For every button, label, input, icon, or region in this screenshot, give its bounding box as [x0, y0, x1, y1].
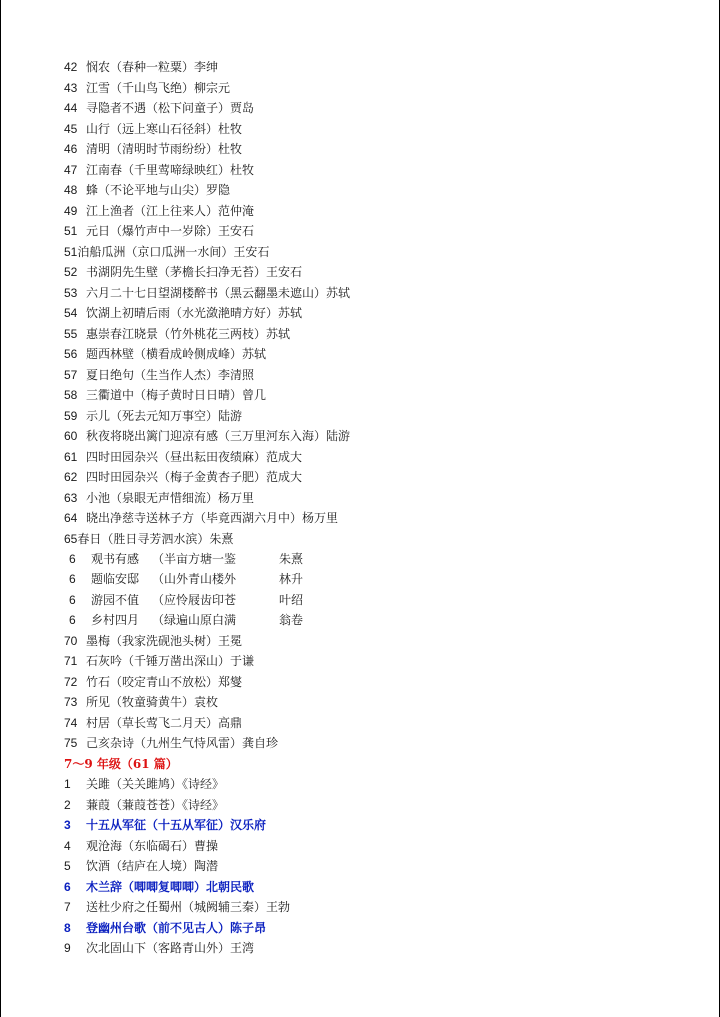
poem-title: 游园不值: [91, 593, 140, 607]
poem-title: 十五从军征（十五从军征）汉乐府: [86, 818, 267, 832]
poem-line-split: [69, 570, 304, 588]
line-number: 3: [64, 818, 71, 832]
poem-title: 饮酒（结庐在人境）陶潜: [86, 859, 219, 873]
poem-line: [64, 939, 254, 957]
line-number: 4: [64, 839, 71, 853]
line-number: 59: [64, 409, 78, 423]
poem-title: 惠崇春江晓景（竹外桃花三两枝）苏轼: [86, 327, 291, 341]
line-number: 5: [64, 859, 71, 873]
poem-title: 清明（清明时节雨纷纷）杜牧: [86, 142, 243, 156]
line-number: 63: [64, 491, 78, 505]
line-number: 73: [64, 695, 78, 709]
poem-title: 所见（牧童骑黄牛）袁枚: [86, 695, 219, 709]
line-number: 6: [69, 572, 76, 586]
poem-title: 悯农（春种一粒粟）李绅: [86, 60, 219, 74]
line-number: 51: [64, 245, 78, 259]
poem-line: [64, 632, 242, 650]
poem-first-line: （绿遍山原白满: [152, 613, 237, 627]
poem-author: 叶绍: [279, 593, 304, 607]
line-number: 6: [69, 593, 76, 607]
poem-title: 四时田园杂兴（梅子金黄杏子肥）范成大: [86, 470, 303, 484]
line-number: 53: [64, 286, 78, 300]
line-number: 55: [64, 327, 78, 341]
poem-first-line: （山外青山楼外: [152, 572, 237, 586]
poem-title: 江雪（千山鸟飞绝）柳宗元: [86, 81, 231, 95]
poem-title: 关雎（关关雎鸠）《诗经》: [86, 777, 225, 791]
poem-line-highlight: [64, 919, 266, 937]
poem-title: 己亥杂诗（九州生气恃风雷）龚自珍: [86, 736, 279, 750]
poem-title: 春日（胜日寻芳泗水滨）朱熹: [77, 532, 234, 546]
poem-title: 山行（远上寒山石径斜）杜牧: [86, 122, 243, 136]
poem-line-split: [69, 550, 304, 568]
poem-first-line: （应怜屐齿印苍: [152, 593, 237, 607]
poem-line: [64, 898, 290, 916]
poem-line: [64, 734, 278, 752]
line-number: 42: [64, 60, 78, 74]
poem-title: 石灰吟（千锤万凿出深山）于谦: [86, 654, 255, 668]
poem-title: 墨梅（我家洗砚池头树）王冕: [86, 634, 243, 648]
line-number: 8: [64, 921, 71, 935]
line-number: 70: [64, 634, 78, 648]
poem-line: [64, 468, 302, 486]
line-number: 2: [64, 798, 71, 812]
poem-line-highlight: [64, 878, 254, 896]
line-number: 49: [64, 204, 78, 218]
poem-title: 观书有感: [91, 552, 140, 566]
line-number: 46: [64, 142, 78, 156]
line-number: 71: [64, 654, 78, 668]
line-number: 6: [64, 880, 71, 894]
poem-line: [64, 263, 302, 281]
line-number: 64: [64, 511, 78, 525]
poem-title: 晓出净慈寺送林子方（毕竟西湖六月中）杨万里: [86, 511, 339, 525]
poem-title: 小池（泉眼无声惜细流）杨万里: [86, 491, 255, 505]
line-number: 74: [64, 716, 78, 730]
poem-title: 夏日绝句（生当作人杰）李清照: [86, 368, 255, 382]
poem-title: 题西林壁（横看成岭侧成峰）苏轼: [86, 347, 267, 361]
poem-author: 林升: [279, 572, 304, 586]
line-number: 7: [64, 900, 71, 914]
poem-line-split: [69, 611, 304, 629]
line-number: 58: [64, 388, 78, 402]
poem-title: 次北固山下（客路青山外）王湾: [86, 941, 255, 955]
line-number: 56: [64, 347, 78, 361]
poem-line: [64, 345, 266, 363]
poem-author: 朱熹: [279, 552, 304, 566]
poem-title: 六月二十七日望湖楼醉书（黑云翻墨未遮山）苏轼: [86, 286, 351, 300]
line-number: 72: [64, 675, 78, 689]
poem-title: 江上渔者（江上往来人）范仲淹: [86, 204, 255, 218]
poem-author: 翁卷: [279, 613, 304, 627]
poem-title: 泊船瓜洲（京口瓜洲一水间）王安石: [77, 245, 270, 259]
poem-line: [64, 448, 302, 466]
poem-line: [64, 386, 266, 404]
poem-line: [64, 325, 290, 343]
poem-line: [64, 366, 254, 384]
poem-title: 村居（草长莺飞二月天）高鼎: [86, 716, 243, 730]
poem-title: 竹石（咬定青山不放松）郑燮: [86, 675, 243, 689]
line-number: 61: [64, 450, 78, 464]
poem-first-line: （半亩方塘一鉴: [152, 552, 237, 566]
poem-title: 示儿（死去元知万事空）陆游: [86, 409, 243, 423]
line-number: 1: [64, 777, 71, 791]
poem-line: [64, 99, 254, 117]
line-number: 52: [64, 265, 78, 279]
line-number: 9: [64, 941, 71, 955]
line-number: 65: [64, 532, 78, 546]
poem-title: 登幽州台歌（前不见古人）陈子昂: [86, 921, 267, 935]
poem-title: 书湖阴先生壁（茅檐长扫净无苔）王安石: [86, 265, 303, 279]
poem-line: [64, 58, 218, 76]
poem-line: [64, 796, 224, 814]
line-number: 57: [64, 368, 78, 382]
poem-line: [64, 79, 230, 97]
poem-line: [64, 304, 302, 322]
line-number: 47: [64, 163, 78, 177]
line-number: 51: [64, 224, 78, 238]
poem-line: [64, 161, 254, 179]
poem-line: [64, 284, 350, 302]
poem-title: 元日（爆竹声中一岁除）王安石: [86, 224, 255, 238]
line-number: 54: [64, 306, 78, 320]
poem-line: [64, 120, 242, 138]
poem-title: 乡村四月: [91, 613, 140, 627]
poem-line: [64, 714, 242, 732]
poem-line: [64, 837, 218, 855]
poem-line: [64, 202, 254, 220]
line-number: 75: [64, 736, 78, 750]
poem-line: [64, 222, 254, 240]
line-number: 45: [64, 122, 78, 136]
poem-line: [64, 181, 230, 199]
poem-line: [64, 140, 242, 158]
poem-title: 寻隐者不遇（松下问童子）贾岛: [86, 101, 255, 115]
poem-line: [64, 693, 218, 711]
poem-line: [64, 407, 242, 425]
poem-line: [64, 652, 254, 670]
poem-title: 题临安邸: [91, 572, 140, 586]
poem-title: 饮湖上初晴后雨（水光潋滟晴方好）苏轼: [86, 306, 303, 320]
poem-title: 送杜少府之任蜀州（城阙辅三秦）王勃: [86, 900, 291, 914]
poem-line: [64, 509, 338, 527]
poem-line-highlight: [64, 816, 266, 834]
poem-line: [64, 243, 269, 261]
line-number: 48: [64, 183, 78, 197]
line-number: 6: [69, 552, 76, 566]
poem-title: 江南春（千里莺啼绿映红）杜牧: [86, 163, 255, 177]
poem-title: 观沧海（东临碣石）曹操: [86, 839, 219, 853]
line-number: 60: [64, 429, 78, 443]
page-left-border: [0, 0, 1, 1017]
poem-title: 木兰辞（唧唧复唧唧）北朝民歌: [86, 880, 255, 894]
poem-line: [64, 673, 242, 691]
line-number: 6: [69, 613, 76, 627]
line-number: 44: [64, 101, 78, 115]
poem-line: [64, 775, 224, 793]
section-heading: 7～9 年级（61 篇）: [64, 757, 178, 771]
line-number: 62: [64, 470, 78, 484]
poem-line-split: [69, 591, 304, 609]
poem-title: 蜂（不论平地与山尖）罗隐: [86, 183, 231, 197]
poem-line: [64, 427, 350, 445]
poem-line: [64, 857, 218, 875]
line-number: 43: [64, 81, 78, 95]
poem-title: 四时田园杂兴（昼出耘田夜绩麻）范成大: [86, 450, 303, 464]
poem-title: 三衢道中（梅子黄时日日晴）曾几: [86, 388, 267, 402]
poem-title: 秋夜将晓出篱门迎凉有感（三万里河东入海）陆游: [86, 429, 351, 443]
poem-title: 蒹葭（蒹葭苍苍）《诗经》: [86, 798, 225, 812]
poem-line: [64, 530, 233, 548]
poem-line: [64, 489, 254, 507]
